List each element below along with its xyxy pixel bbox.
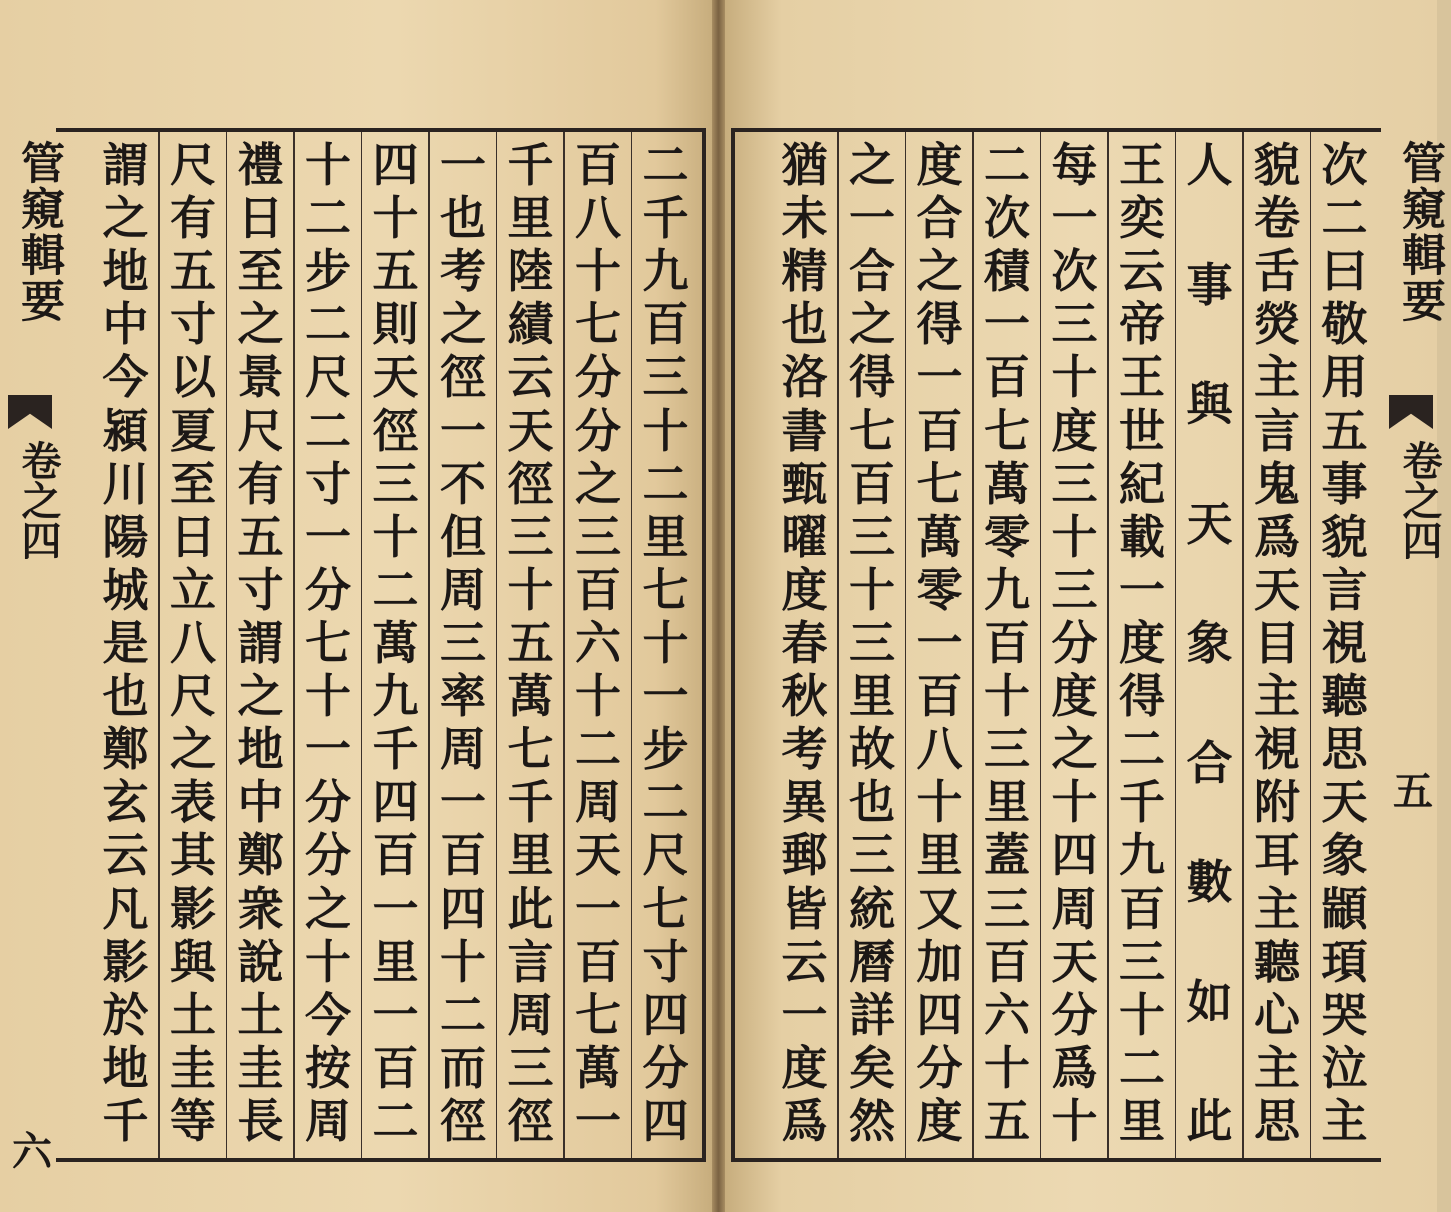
text-column: 貌 卷 舌 熒 主 言 鬼 爲 天 目 主 視 附 耳 主 聽 心 主 思 <box>1254 138 1300 1148</box>
column-rule <box>428 132 430 1158</box>
text-column: 人 事 與 天 象 合 數 如 此 <box>1186 138 1233 1148</box>
column-rule <box>361 132 363 1158</box>
text-column: 十 二 步 二 尺 二 寸 一 分 七 十 一 分 分 之 十 今 按 周 <box>305 138 351 1148</box>
column-rule <box>563 132 565 1158</box>
page-margin-column <box>0 0 64 1212</box>
page-margin-column <box>1381 0 1445 1212</box>
volume-label: 卷之四 <box>1396 440 1443 560</box>
column-rule <box>1040 132 1042 1158</box>
column-rule <box>1107 132 1109 1158</box>
book-gutter <box>712 0 725 1212</box>
text-column: 四 十 五 則 天 徑 三 十 二 萬 九 千 四 百 一 里 一 百 二 <box>372 138 419 1148</box>
text-column: 一 也 考 之 徑 一 不 但 周 三 率 周 一 百 四 十 二 而 徑 <box>440 138 486 1148</box>
right-page <box>725 0 1445 1212</box>
volume-label: 卷之四 <box>15 440 62 560</box>
fish-tail-mark-icon <box>8 395 52 429</box>
text-column: 禮 日 至 之 景 尺 有 五 寸 謂 之 地 中 鄭 衆 說 土 圭 長 <box>237 138 284 1148</box>
book-title: 管窺輯要 <box>1394 140 1445 324</box>
book-title: 管窺輯要 <box>13 140 64 324</box>
text-column: 之 一 合 之 得 七 百 三 十 三 里 故 也 三 統 曆 詳 矣 然 <box>849 138 895 1148</box>
column-rule <box>631 132 633 1158</box>
column-rule <box>1175 132 1177 1158</box>
page-number: 五 <box>1393 768 1433 815</box>
column-rule <box>158 132 160 1158</box>
column-rule <box>226 132 228 1158</box>
text-column: 謂 之 地 中 今 潁 川 陽 城 是 也 鄭 玄 云 凡 影 於 地 千 <box>102 138 149 1148</box>
column-rule <box>1242 132 1244 1158</box>
text-column: 尺 有 五 寸 以 夏 至 日 立 八 尺 之 表 其 影 與 土 圭 等 <box>170 138 216 1148</box>
column-rule <box>496 132 498 1158</box>
column-rule <box>1310 132 1312 1158</box>
text-column: 度 合 之 得 一 百 七 萬 零 一 百 八 十 里 又 加 四 分 度 <box>916 138 963 1148</box>
text-column: 每 一 次 三 十 度 三 十 三 分 度 之 十 四 周 天 分 爲 十 <box>1051 138 1098 1148</box>
text-column: 王 奕 云 帝 王 世 紀 載 一 度 得 二 千 九 百 三 十 二 里 <box>1119 138 1165 1148</box>
left-page <box>0 0 712 1212</box>
text-column: 猶 未 精 也 洛 書 甄 曜 度 春 秋 考 異 郵 皆 云 一 度 爲 <box>781 138 828 1148</box>
column-rule <box>905 132 907 1158</box>
column-rule <box>837 132 839 1158</box>
text-column: 百 八 十 七 分 分 之 三 百 六 十 二 周 天 一 百 七 萬 一 <box>575 138 621 1148</box>
text-column: 二 千 九 百 三 十 二 里 七 十 一 步 二 尺 七 寸 四 分 四 <box>642 138 689 1148</box>
left-text-frame <box>56 128 706 1162</box>
text-column: 次 二 曰 敬 用 五 事 貌 言 視 聽 思 天 象 顓 頊 哭 泣 主 <box>1321 138 1368 1148</box>
text-column: 千 里 陸 績 云 天 徑 三 十 五 萬 七 千 里 此 言 周 三 徑 <box>507 138 554 1148</box>
fish-tail-mark-icon <box>1389 395 1433 429</box>
text-column: 二 次 積 一 百 七 萬 零 九 百 十 三 里 蓋 三 百 六 十 五 <box>984 138 1030 1148</box>
right-text-frame <box>731 128 1381 1162</box>
page-number: 六 <box>12 1128 52 1175</box>
column-rule <box>293 132 295 1158</box>
column-rule <box>972 132 974 1158</box>
